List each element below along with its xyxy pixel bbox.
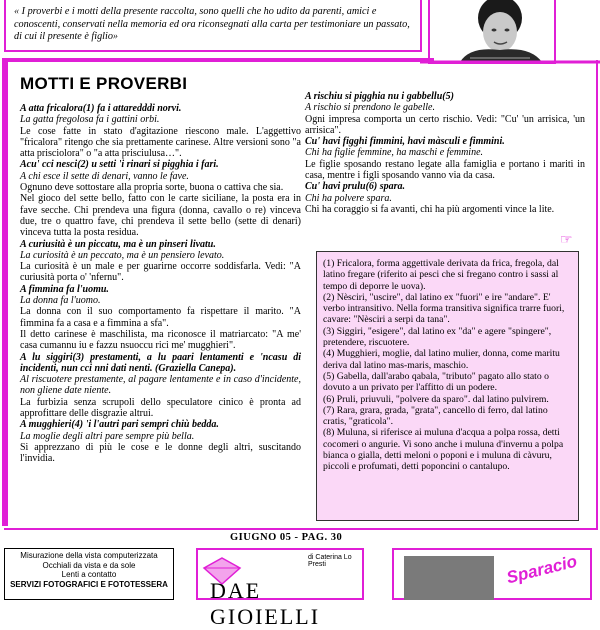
ad-optics-line: Occhiali da vista e da sole: [42, 560, 136, 570]
proverb-explanation: Il detto carinese è maschilista, ma riconosce il matriarcato: "A me' casa cumannu iu e fazzu nsuoccu rici me' mugghieri".: [20, 328, 301, 352]
right-column: [305, 91, 585, 215]
proverb-translation: Chi ha polvere spara.: [305, 192, 392, 204]
footnote: (2) Nèsciri, "uscire", dal latino ex "fuori" e ire "andare". E' verbo intransitivo. Nella forma transitiva significa trarre fuori, cavare: "Nèsciri a serpi da tana".: [323, 291, 565, 326]
proverb-heading: A lu siggiri(3) prestamenti, a lu paari lentamenti e 'ncasu di incidenti, nun cci nni dati nenti. (Graziella Canepa).: [20, 351, 301, 374]
proverb-translation: La gatta fregolosa fa i gattini orbi.: [20, 114, 160, 126]
ad-sparacio: [392, 548, 592, 600]
proverb-heading: A fimmina fa l'uomu.: [20, 283, 109, 295]
author-photo: [428, 0, 556, 64]
ad-optics: [4, 548, 174, 600]
proverb-heading: A atta fricalora(1) fa i attaredddi norvi.: [20, 103, 182, 114]
ad-optics-line: Lenti a contatto: [61, 570, 117, 579]
footnote: (1) Fricalora, forma aggettivale derivata da frica, fregola, dal latino fregare (riferito ai pesci che si fregano contro i sassi al tempo di deporre le uova).: [323, 258, 559, 292]
ad-sparacio-photo: [404, 556, 494, 600]
proverb-heading: A rischiu si pigghia nu i gabbellu(5): [305, 91, 454, 102]
proverb-explanation: Le figlie sposando restano legate alla famiglia e portano i mariti in casa, mentre i figli sposando vanno via da casa.: [305, 158, 585, 182]
ad-optics-line: SERVIZI FOTOGRAFICI E FOTOTESSERA: [10, 579, 168, 589]
proverb-explanation: Ogni impresa comporta un certo rischio. Vedi: "Cu' 'un arrisica, 'un arrisica".: [305, 113, 585, 136]
footnote: (8) Muluna, si riferisce ai muluna d'acqua a polpa rossa, detti cocomeri o angurie. Vi sono anche i muluna d'invernu a polpa bianca o gialla, detti meloni o poponi e i muluna di càvuru, piccoli e profumati, detti poponcini o cantalupo.: [323, 427, 564, 473]
section-title: MOTTI E PROVERBI: [20, 74, 188, 93]
proverb-explanation: Chi ha coraggio si fa avanti, chi ha più argomenti vince la lite.: [305, 203, 555, 215]
proverb-explanation: Ognuno deve sottostare alla propria sorte, buona o cattiva che sia.: [20, 182, 284, 194]
footnote: (4) Mugghieri, moglie, dal latino mulier, donna, come maritu deriva dal latino mas-maris, maschio.: [323, 348, 560, 371]
hand-pointer-icon: ☞: [560, 233, 573, 248]
ad-sparacio-logo: Sparacio: [504, 551, 579, 588]
proverb-translation: Al riscuotere prestamente, al pagare lentamente e in caso d'incidente, non gliene date niente.: [20, 374, 301, 397]
proverb-translation: La curiosità è un peccato, ma è un pensiero levato.: [20, 249, 225, 261]
proverb-explanation: La furbizia senza scrupoli dello speculatore cinico è pronta ad approfittare delle disgrazie altrui.: [20, 396, 301, 420]
ad-gioielli-logo: DAE GIOIELLI: [210, 578, 321, 629]
proverb-heading: Cu' havi figghi fimmini, havi màsculi e fimmini.: [305, 136, 505, 148]
proverb-heading: Acu' cci nesci(2) u setti 'i rinari si pigghia i fari.: [20, 159, 219, 171]
proverb-explanation: La curiosità è un male e per guarirne occorre soddisfarla. Vedi: "A curiusità porta o' 'nfernu".: [20, 261, 301, 284]
proverb-heading: Cu' havi prulu(6) spara.: [305, 181, 406, 193]
footnotes-box: [316, 251, 579, 521]
footnote: (5) Gabella, dall'arabo qabala, "tributo" pagato allo stato o dovuto a un privato per l'affitto di un podere.: [323, 370, 549, 394]
proverb-explanation: Nel gioco del sette bello, fatto con le carte siciliane, la posta era in fave secche. Chi prendeva una figura (donna, cavallo o re) vinceva due, tre o quattro fave, chi prendeva il sette bello (sette di denari) vinceva tutta la posta residua.: [20, 193, 301, 239]
portrait-image: [430, 0, 554, 62]
proverb-explanation: Si apprezzano di più le cose e le donne degli altri, suscitando l'invidia.: [20, 441, 301, 465]
proverb-translation: A chi esce il sette di denari, vanno le fave.: [20, 170, 189, 182]
intro-quote: « I proverbi e i motti della presente raccolta, sono quelli che ho udito da parenti, amici e conoscenti, conservati nella memoria ed ora riconsegnati alla carta per testimoniare un passato, di cui il presente è figlio»: [14, 6, 410, 42]
proverb-translation: La donna fa l'uomo.: [20, 295, 101, 307]
ad-gioielli-credit: di Caterina Lo Presti: [308, 554, 352, 568]
proverb-explanation: Le cose fatte in stato d'agitazione riescono male. L'aggettivo "fricalora" ritengo che sia prettamente carinese. Altre versioni sono "a atta prisciolora" o "a atta prisciulusa…".: [20, 125, 301, 160]
proverb-translation: A rischio si prendono le gabelle.: [305, 102, 435, 114]
ad-optics-line: Misurazione della vista computerizzata: [20, 551, 158, 560]
proverb-heading: A curiusità è un piccatu, ma è un pinseri livatu.: [20, 238, 216, 250]
footnote: (7) Rara, grara, grada, "grata", cancello di ferro, dal latino cratis, "graticola".: [323, 404, 548, 428]
left-column: [20, 103, 301, 465]
proverb-translation: La moglie degli altri pare sempre più bella.: [20, 430, 195, 442]
proverb-explanation: La donna con il suo comportamento fa rispettare il marito. "A fimmina fa a casa e a fimmina a sfa".: [20, 306, 301, 329]
footnote: (6) Pruli, priuvuli, "polvere da sparo". dal latino pulvirem.: [323, 393, 549, 405]
ad-gioielli: [196, 548, 364, 629]
footnote: (3) Siggiri, "esigere", dal latino ex "da" e agere "spingere", pretendere, riscuotere.: [323, 325, 552, 349]
proverb-translation: Chi ha figlie femmine, ha maschi e femmine.: [305, 147, 484, 159]
proverb-heading: A mugghieri(4) 'i l'autri pari sempri chiù bedda.: [20, 419, 219, 431]
pink-frame-top: [2, 52, 434, 62]
page-footer: GIUGNO 05 - PAG. 30: [230, 532, 343, 543]
pink-frame-top-right: [420, 60, 600, 66]
